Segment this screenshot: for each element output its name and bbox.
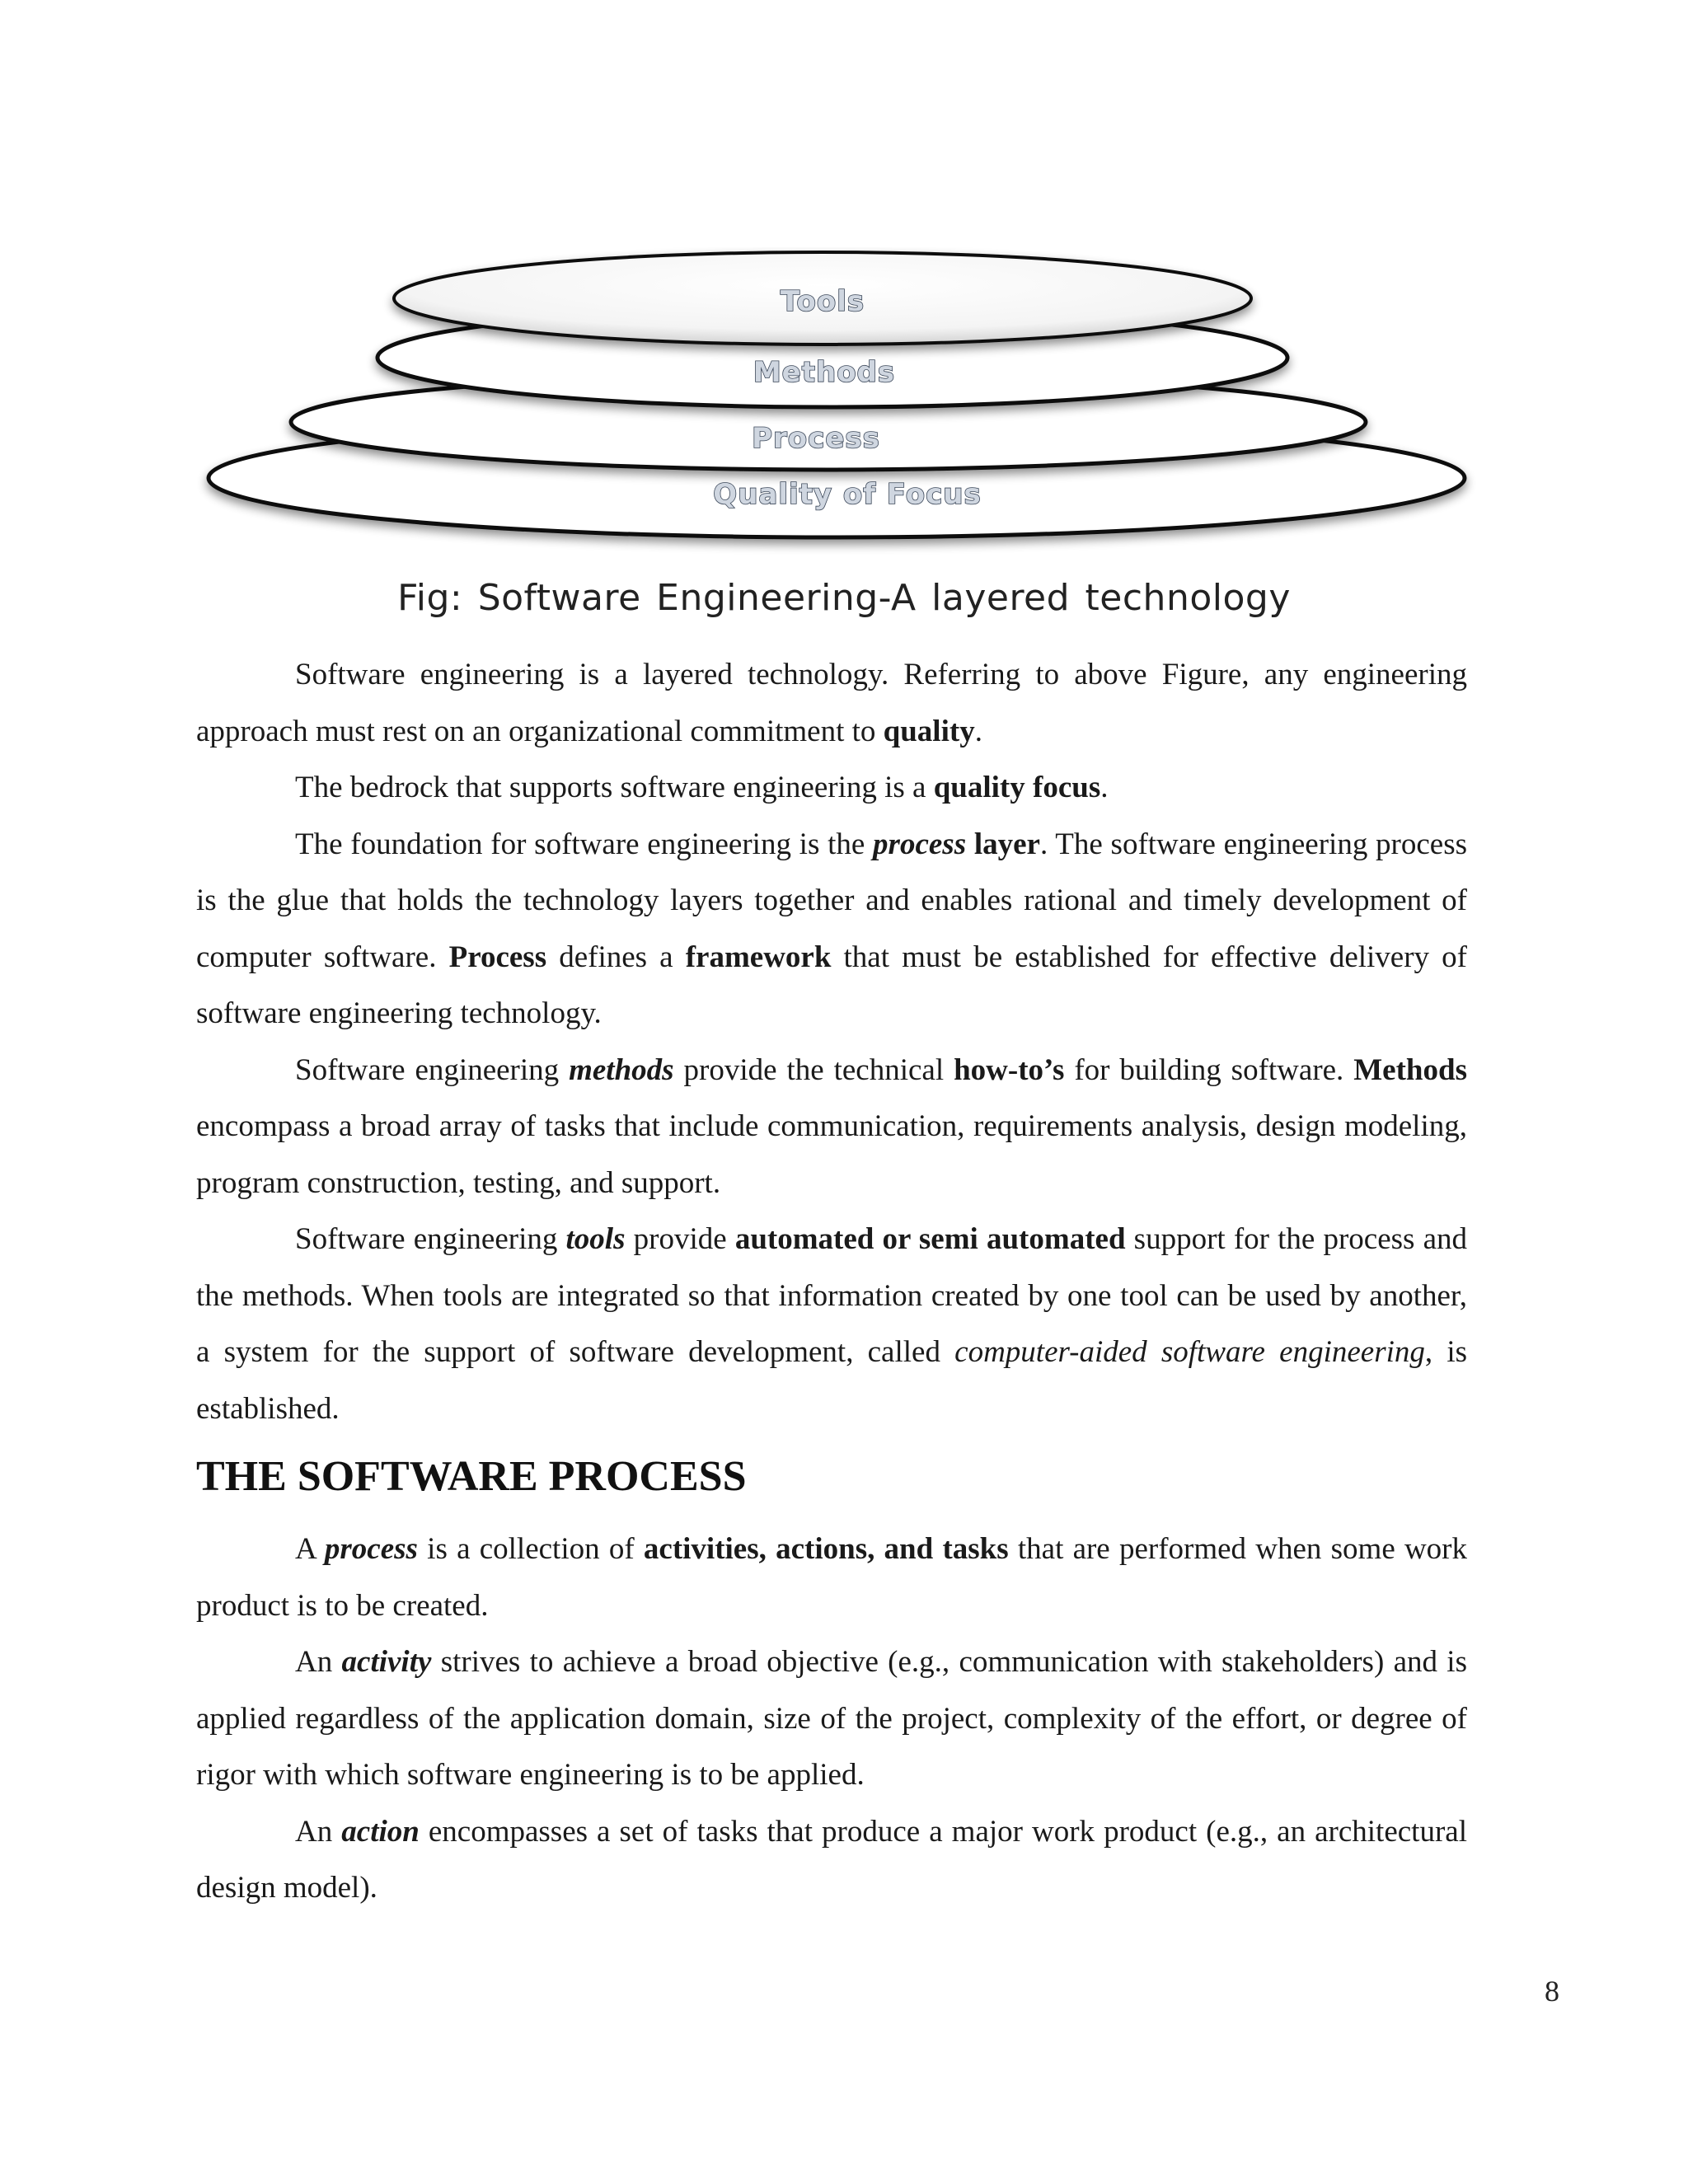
- layer-label-quality: Quality of Focus: [713, 478, 982, 511]
- bold-italic-term: methods: [569, 1052, 674, 1087]
- text-run: The foundation for software engineering is the: [295, 827, 874, 861]
- text-run: , is established.: [196, 1335, 1467, 1426]
- text-run: An: [295, 1645, 342, 1679]
- text-run: An: [295, 1814, 342, 1849]
- bold-italic-term: process: [873, 827, 967, 861]
- layer-label-process: Process: [752, 422, 880, 455]
- section-heading: THE SOFTWARE PROCESS: [196, 1453, 747, 1500]
- bold-italic-term: tools: [565, 1222, 626, 1256]
- bold-term: quality focus: [933, 771, 1101, 804]
- text-run: A: [295, 1532, 325, 1566]
- text-run: provide: [625, 1222, 735, 1256]
- text-run: is a collection of: [417, 1532, 644, 1566]
- bold-term: Methods: [1353, 1052, 1467, 1087]
- figure-caption: Fig: Software Engineering-A layered technology: [397, 577, 1291, 619]
- paragraph-process-definition: [196, 1521, 1467, 1634]
- text-run: [966, 827, 974, 861]
- bold-italic-term: activity: [341, 1645, 432, 1679]
- text-run: .: [974, 714, 982, 748]
- text-run: that must be established for effective delivery of software engineering technology.: [196, 940, 1467, 1030]
- text-run: strives to achieve a broad objective (e.g., communication with stakeholders) and is applied regardless of the application domain, size of the project, complexity of the effort, or degree of rigor with which software engineering is to be applied.: [196, 1645, 1467, 1792]
- body-text: [196, 647, 1467, 1917]
- layer-label-tools: Tools: [780, 285, 865, 318]
- layer-label-methods: Methods: [753, 356, 896, 389]
- text-run: encompasses a set of tasks that produce a major work product (e.g., an architectural design model).: [196, 1814, 1467, 1905]
- bold-italic-term: process: [324, 1532, 418, 1566]
- text-run: support for the process and the methods. When tools are integrated so that information created by one tool can be used by another, a system for the support of software development, called: [196, 1222, 1468, 1369]
- text-run: Software engineering: [295, 1052, 570, 1087]
- paragraph-layered-technology: [196, 647, 1467, 760]
- text-run: . The software engineering process is the glue that holds the technology layers together and enables rational and timely development of computer software.: [196, 827, 1468, 974]
- text-run: provide the technical: [673, 1052, 954, 1087]
- paragraph-process-layer: [196, 817, 1467, 1043]
- text-run: for building software.: [1064, 1052, 1354, 1087]
- bold-term: layer: [973, 827, 1040, 861]
- bold-term: framework: [685, 940, 832, 974]
- paragraph-activity: [196, 1634, 1467, 1804]
- bold-term: Process: [448, 940, 547, 974]
- layered-technology-figure: [190, 247, 1492, 560]
- bold-term: activities, actions, and tasks: [643, 1532, 1009, 1566]
- text-run: that are performed when some work product is to be created.: [196, 1532, 1467, 1623]
- bold-italic-term: action: [341, 1814, 420, 1849]
- paragraph-methods: [196, 1043, 1467, 1212]
- text-run: Software engineering is a layered technology. Referring to above Figure, any engineering approach must rest on an organizational commitment to: [196, 658, 1467, 748]
- paragraph-tools: [196, 1212, 1467, 1437]
- layer-diagram: [190, 247, 1492, 560]
- text-run: Software engineering: [295, 1222, 566, 1256]
- text-run: encompass a broad array of tasks that include communication, requirements analysis, design modeling, program construction, testing, and support.: [196, 1109, 1467, 1200]
- bold-term: quality: [883, 714, 975, 748]
- text-run: defines a: [546, 940, 686, 974]
- bold-term: how-to’s: [954, 1052, 1065, 1087]
- italic-term: computer-aided software engineering: [954, 1335, 1425, 1369]
- page-number: 8: [1545, 1975, 1559, 2008]
- paragraph-bedrock: [196, 760, 1467, 817]
- paragraph-action: [196, 1804, 1467, 1917]
- text-run: .: [1100, 771, 1109, 804]
- bold-term: automated or semi automated: [734, 1222, 1126, 1256]
- text-run: The bedrock that supports software engineering is a: [295, 771, 934, 804]
